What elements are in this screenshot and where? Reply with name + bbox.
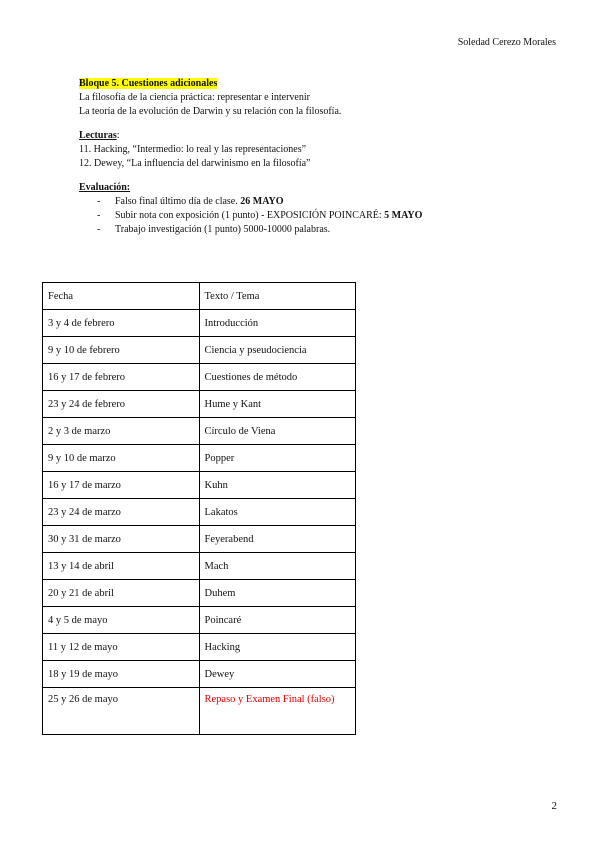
evaluation-item xyxy=(79,195,519,209)
table-row xyxy=(43,634,356,661)
table-header-row xyxy=(43,283,356,310)
cell-date: 16 y 17 de febrero xyxy=(43,364,200,391)
table-row xyxy=(43,418,356,445)
table-row xyxy=(43,580,356,607)
cell-date: 13 y 14 de abril xyxy=(43,553,200,580)
table-row xyxy=(43,391,356,418)
table-row xyxy=(43,310,356,337)
cell-topic: Cuestiones de método xyxy=(199,364,356,391)
reading-item: 11. Hacking, “Intermedio: lo real y las representaciones” xyxy=(79,144,307,155)
readings-section xyxy=(79,129,519,171)
cell-date: 9 y 10 de febrero xyxy=(43,337,200,364)
cell-date: 23 y 24 de febrero xyxy=(43,391,200,418)
cell-date: 18 y 19 de mayo xyxy=(43,661,200,688)
document-body xyxy=(79,77,519,237)
cell-topic: Dewey xyxy=(199,661,356,688)
evaluation-item-text: Subir nota con exposición (1 punto) - EXPOSICIÓN POINCARÉ: xyxy=(115,210,385,221)
cell-topic: Repaso y Examen Final (falso) xyxy=(199,688,356,735)
evaluation-item-text: Trabajo investigación (1 punto) 5000-10000 palabras. xyxy=(115,224,331,235)
cell-topic: Ciencia y pseudociencia xyxy=(199,337,356,364)
schedule-table xyxy=(42,282,356,735)
evaluation-heading-text: Evaluación: xyxy=(79,182,131,193)
cell-topic: Feyerabend xyxy=(199,526,356,553)
evaluation-heading xyxy=(79,181,519,195)
evaluation-item-date: 26 MAYO xyxy=(240,196,284,207)
cell-date: 4 y 5 de mayo xyxy=(43,607,200,634)
column-header-topic: Texto / Tema xyxy=(199,283,356,310)
reading-item: 12. Dewey, “La influencia del darwinismo en la filosofía” xyxy=(79,158,311,169)
cell-date: 11 y 12 de mayo xyxy=(43,634,200,661)
cell-date: 9 y 10 de marzo xyxy=(43,445,200,472)
cell-date: 3 y 4 de febrero xyxy=(43,310,200,337)
cell-topic: Mach xyxy=(199,553,356,580)
table-row xyxy=(43,553,356,580)
cell-topic: Kuhn xyxy=(199,472,356,499)
evaluation-section xyxy=(79,181,519,237)
table-row xyxy=(43,472,356,499)
cell-date: 25 y 26 de mayo xyxy=(43,688,200,735)
cell-topic: Hume y Kant xyxy=(199,391,356,418)
block-title-text: Bloque 5. Cuestiones adicionales xyxy=(79,78,218,89)
readings-heading-colon: : xyxy=(116,130,120,141)
header-author: Soledad Cerezo Morales xyxy=(457,37,556,48)
table-row xyxy=(43,607,356,634)
cell-topic: Hacking xyxy=(199,634,356,661)
cell-date: 2 y 3 de marzo xyxy=(43,418,200,445)
cell-topic: Círculo de Viena xyxy=(199,418,356,445)
block-line-1: La filosofía de la ciencia práctica: representar e intervenir xyxy=(79,92,310,103)
block-section xyxy=(79,77,519,119)
evaluation-item-date: 5 MAYO xyxy=(384,210,423,221)
evaluation-list xyxy=(79,195,519,237)
page-number: 2 xyxy=(551,800,557,812)
readings-heading-text: Lecturas xyxy=(79,130,117,141)
table-row xyxy=(43,337,356,364)
cell-topic: Introducción xyxy=(199,310,356,337)
cell-topic: Popper xyxy=(199,445,356,472)
block-line-2: La teoría de la evolución de Darwin y su relación con la filosofía. xyxy=(79,106,342,117)
column-header-date: Fecha xyxy=(43,283,200,310)
table-row xyxy=(43,499,356,526)
evaluation-item xyxy=(79,223,519,237)
evaluation-item xyxy=(79,209,519,223)
table-row xyxy=(43,688,356,735)
cell-date: 20 y 21 de abril xyxy=(43,580,200,607)
readings-heading xyxy=(79,129,519,143)
cell-topic: Poincaré xyxy=(199,607,356,634)
table-row xyxy=(43,526,356,553)
cell-date: 16 y 17 de marzo xyxy=(43,472,200,499)
table-row xyxy=(43,364,356,391)
cell-topic: Duhem xyxy=(199,580,356,607)
block-title xyxy=(79,77,519,91)
evaluation-item-text: Falso final último día de clase. xyxy=(115,196,241,207)
cell-date: 30 y 31 de marzo xyxy=(43,526,200,553)
cell-date: 23 y 24 de marzo xyxy=(43,499,200,526)
table-row xyxy=(43,445,356,472)
cell-topic: Lakatos xyxy=(199,499,356,526)
table-row xyxy=(43,661,356,688)
